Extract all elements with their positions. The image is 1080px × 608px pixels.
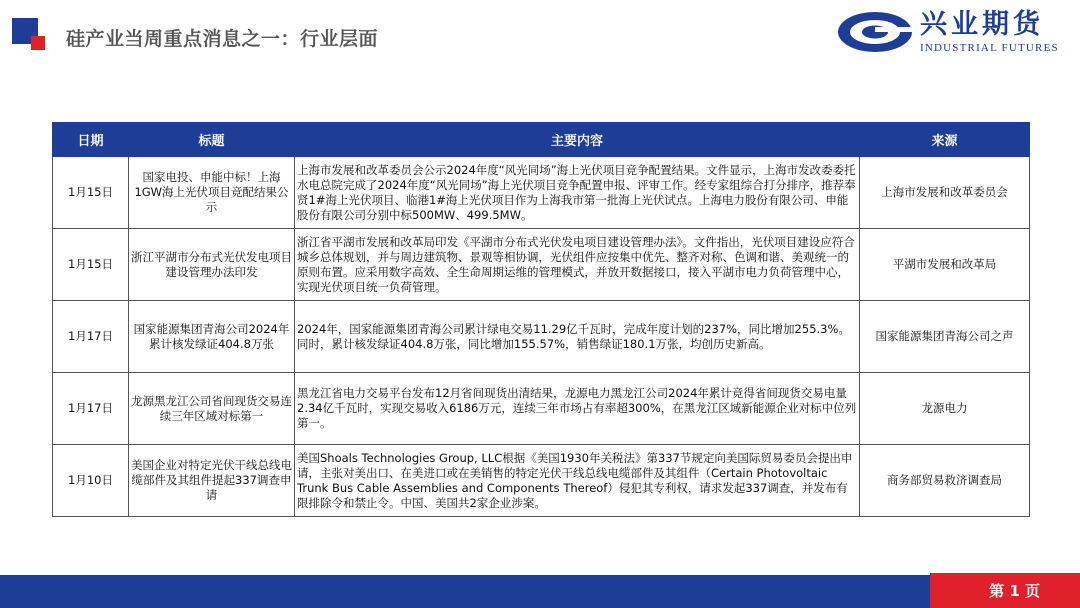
cell-date: 1月17日 — [53, 301, 129, 373]
news-table — [52, 122, 1030, 517]
cell-content: 上海市发展和改革委员会公示2024年度“风光同场”海上光伏项目竞争配置结果。文件显示，上海市发改委委托水电总院完成了2024年度“风光同场”海上光伏项目竞争配置申报、评审工作。经专家组综合打分排序，推荐奉贤1#海上光伏项目、临港1#海上光伏项目作为上海我市第一批海上光伏试点。上海电力股份有限公司、申能股份有限公司分别中标500MW、499.5MW。 — [295, 157, 860, 229]
table-row — [53, 445, 1030, 517]
cell-source: 上海市发展和改革委员会 — [860, 157, 1030, 229]
cell-date: 1月15日 — [53, 157, 129, 229]
decor-square-red — [31, 36, 45, 50]
cell-source: 平湖市发展和改革局 — [860, 229, 1030, 301]
header-content: 主要内容 — [295, 123, 860, 157]
logo-name-cn: 兴业期货 — [920, 9, 1044, 40]
table-row — [53, 373, 1030, 445]
cell-title: 龙源黑龙江公司省间现货交易连续三年区域对标第一 — [129, 373, 295, 445]
cell-source: 龙源电力 — [860, 373, 1030, 445]
header-title: 标题 — [129, 123, 295, 157]
logo-icon — [838, 12, 913, 52]
table-header-row — [53, 123, 1030, 157]
page-title: 硅产业当周重点消息之一：行业层面 — [66, 28, 379, 50]
logo-name-en: INDUSTRIAL FUTURES — [920, 42, 1059, 54]
cell-title: 美国企业对特定光伏干线总线电缆部件及其组件提起337调查申请 — [129, 445, 295, 517]
cell-content: 浙江省平湖市发展和改革局印发《平湖市分布式光伏发电项目建设管理办法》。文件指出，光伏项目建设应符合城乡总体规划，并与周边建筑物、景观等相协调，光伏组件应按集中优先、整齐对称、色调和谐、美观统一的原则布置。应采用数字高效、全生命周期运维的管理模式，并放开数据接口，接入平湖市电力负荷管理中心，实现光伏项目统一负荷管理。 — [295, 229, 860, 301]
cell-content: 美国Shoals Technologies Group, LLC根据《美国1930年关税法》第337节规定向美国际贸易委员会提出申请，主张对美出口、在美进口或在美销售的特定光伏干线总线电缆部件及其组件（Certain Photovoltaic Trunk Bus Cable Assemblies and Components Thereof）侵犯其专利权，请求发起337调查，并发布有限排除令和禁止令。中国、美国共2家企业涉案。 — [295, 445, 860, 517]
logo-text — [920, 8, 1059, 54]
cell-date: 1月15日 — [53, 229, 129, 301]
table-row — [53, 301, 1030, 373]
cell-source: 国家能源集团青海公司之声 — [860, 301, 1030, 373]
header-source: 来源 — [860, 123, 1030, 157]
cell-date: 1月10日 — [53, 445, 129, 517]
cell-date: 1月17日 — [53, 373, 129, 445]
cell-title: 浙江平湖市分布式光伏发电项目建设管理办法印发 — [129, 229, 295, 301]
cell-source: 商务部贸易救济调查局 — [860, 445, 1030, 517]
cell-content: 黑龙江省电力交易平台发布12月省间现货出清结果，龙源电力黑龙江公司2024年累计竞得省间现货交易电量2.34亿千瓦时，实现交易收入6186万元，连续三年市场占有率超300%，在黑龙江区域新能源企业对标中位列第一。 — [295, 373, 860, 445]
table-row — [53, 157, 1030, 229]
cell-content: 2024年，国家能源集团青海公司累计绿电交易11.29亿千瓦时，完成年度计划的237%，同比增加255.3%。同时，累计核发绿证404.8万张，同比增加155.57%，销售绿证180.1万张，均创历史新高。 — [295, 301, 860, 373]
table-row — [53, 229, 1030, 301]
footer-bar — [0, 575, 1080, 608]
page-number: 第 1 页 — [989, 582, 1040, 600]
cell-title: 国家电投、申能中标！上海1GW海上光伏项目竞配结果公示 — [129, 157, 295, 229]
cell-title: 国家能源集团青海公司2024年累计核发绿证404.8万张 — [129, 301, 295, 373]
header-date: 日期 — [53, 123, 129, 157]
